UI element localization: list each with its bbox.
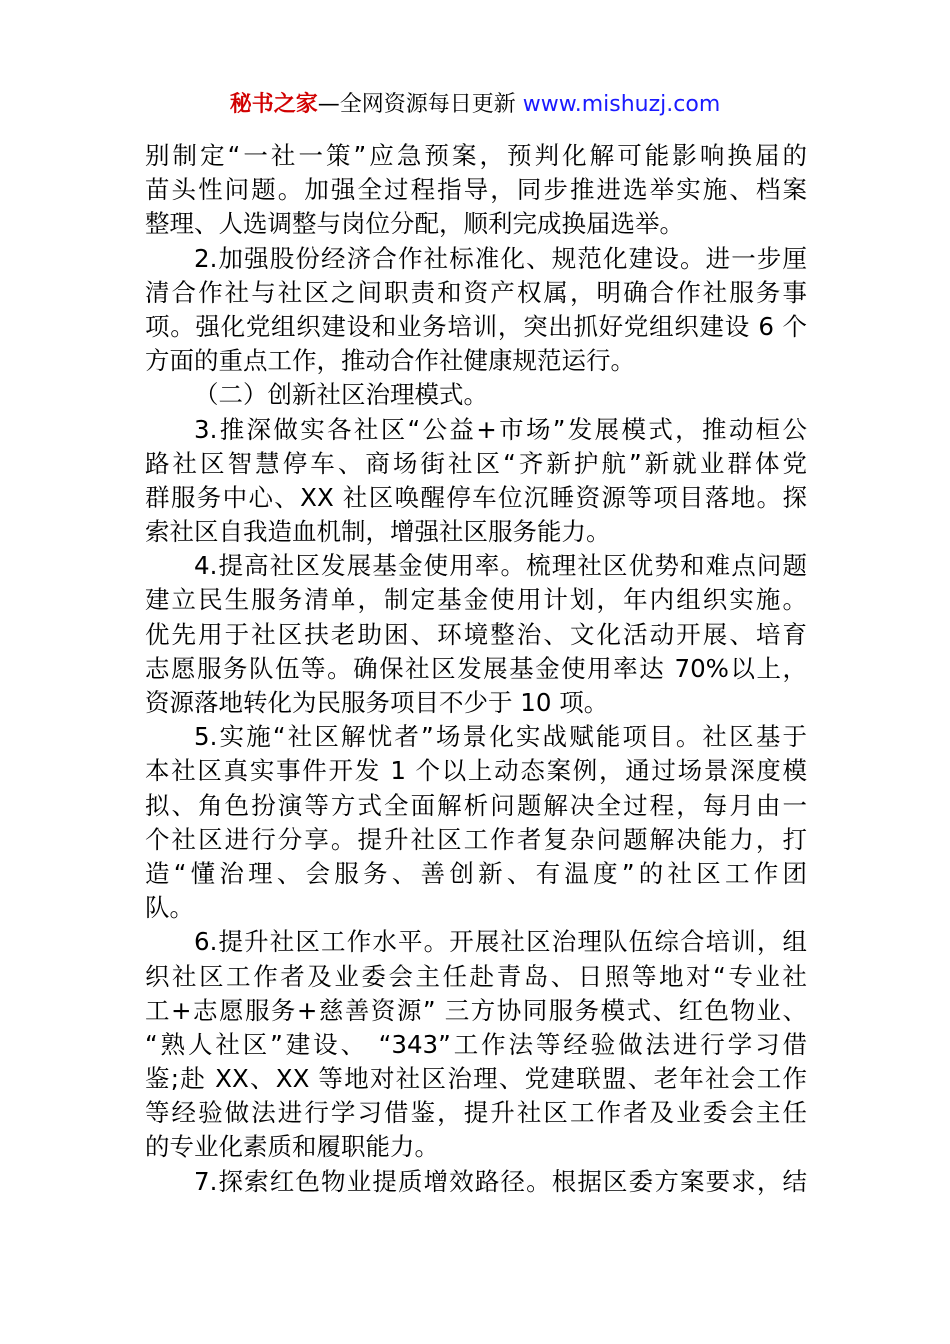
text-line: 鉴;赴 XX、XX 等地对社区治理、党建联盟、老年社会工作 <box>145 1064 807 1094</box>
text-line: 等经验做法进行学习借鉴，提升社区工作者及业委会主任 <box>145 1098 807 1128</box>
text-line: 资源落地转化为民服务项目不少于 10 项。 <box>145 688 609 717</box>
text-line: 苗头性问题。加强全过程指导，同步推进选举实施、档案 <box>145 175 807 205</box>
text-line: 路社区智慧停车、商场街社区“齐新护航”新就业群体党 <box>145 448 807 478</box>
text-line: 方面的重点工作，推动合作社健康规范运行。 <box>145 346 635 376</box>
text-line: 整理、人选调整与岗位分配，顺利完成换届选举。 <box>145 209 684 239</box>
text-line: 的专业化素质和履职能力。 <box>145 1132 439 1162</box>
text-line: 6.提升社区工作水平。开展社区治理队伍综合培训，组 <box>194 927 807 957</box>
text-line: 织社区工作者及业委会主任赴青岛、日照等地对“专业社 <box>145 961 807 991</box>
text-line: 清合作社与社区之间职责和资产权属，明确合作社服务事 <box>145 277 807 307</box>
text-line: 3.推深做实各社区“公益+市场”发展模式，推动桓公 <box>194 414 807 444</box>
text-line: 造“懂治理、会服务、善创新、有温度”的社区工作团 <box>145 858 807 888</box>
text-line: 优先用于社区扶老助困、环境整治、文化活动开展、培育 <box>145 619 807 649</box>
site-header <box>0 88 950 122</box>
document-body <box>145 139 807 1199</box>
text-line: 拟、角色扮演等方式全面解析问题解决全过程，每月由一 <box>145 790 807 820</box>
text-line: 7.探索红色物业提质增效路径。根据区委方案要求，结 <box>194 1166 807 1196</box>
text-line: 建立民生服务清单，制定基金使用计划，年内组织实施。 <box>145 585 807 615</box>
text-line: 5.实施“社区解忧者”场景化实战赋能项目。社区基于 <box>194 722 807 752</box>
text-line: 别制定“一社一策”应急预案，预判化解可能影响换届的 <box>145 141 807 170</box>
text-line: 群服务中心、XX 社区唤醒停车位沉睡资源等项目落地。探 <box>145 482 807 512</box>
text-line: 本社区真实事件开发 1 个以上动态案例，通过场景深度模 <box>145 756 807 786</box>
text-line: 工+志愿服务+慈善资源” 三方协同服务模式、红色物业、 <box>145 995 807 1025</box>
text-line: 队。 <box>145 893 194 923</box>
site-tagline: —全网资源每日更新 <box>317 92 523 117</box>
text-line: （二）创新社区治理模式。 <box>194 380 488 410</box>
text-line: 志愿服务队伍等。确保社区发展基金使用率达 70%以上， <box>145 653 807 683</box>
text-line: 4.提高社区发展基金使用率。梳理社区优势和难点问题 <box>194 551 807 581</box>
text-line: 2.加强股份经济合作社标准化、规范化建设。进一步厘 <box>194 243 807 273</box>
text-line: 个社区进行分享。提升社区工作者复杂问题解决能力，打 <box>145 824 807 854</box>
site-url-link[interactable]: www.mishuzj.com <box>522 92 721 117</box>
text-line: 索社区自我造血机制，增强社区服务能力。 <box>145 517 611 547</box>
text-line: 项。强化党组织建设和业务培训，突出抓好党组织建设 6 个 <box>145 311 807 341</box>
site-brand: 秘书之家 <box>229 92 318 117</box>
text-line: “熟人社区”建设、 “343”工作法等经验做法进行学习借 <box>145 1029 807 1059</box>
